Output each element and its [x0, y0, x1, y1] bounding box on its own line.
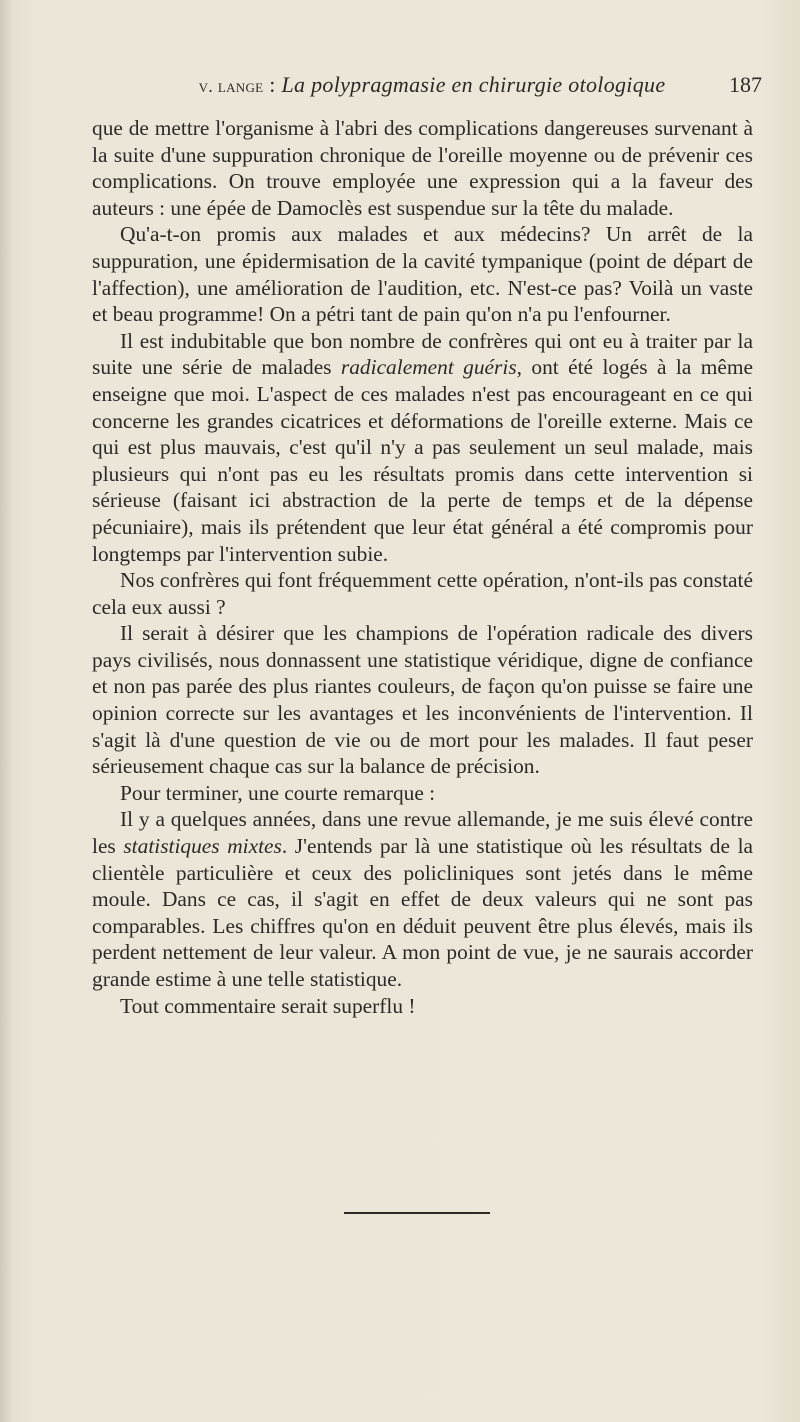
text-run: , ont été logés à la même enseigne que moi. L'aspect de ces malades n'est pas encourageant en ce qui concerne les grandes cicatrices et déformations de l'oreille externe. Mais ce qui est plus mauvais, c'est qu'il n'y a pas seulement un seul malade, mais plusieurs qui n'ont pas eu les résultats promis dans cette intervention si sérieuse (faisant ici abstraction de la perte de temps et de la dépense pécuniaire), mais ils prétendent que leur état général a été compromis pour longtemps par l'intervention subie. [92, 355, 753, 566]
paragraph-p5 [92, 620, 753, 780]
body-text [92, 115, 753, 1019]
text-run: Pour terminer, une courte remarque : [120, 780, 436, 805]
text-run: . J'entends par là une statistique où les résultats de la clientèle particulière et ceux des policliniques sont jetés dans le même moule. Dans ce cas, il s'agit en effet de deux valeurs qui ne sont pas comparables. Les chiffres qu'on en déduit peuvent être plus élevés, mais ils perdent nettement de leur valeur. A mon point de vue, je ne saurais accorder grande estime à une telle statistique. [92, 834, 754, 991]
italic-phrase: radicalement guéris [340, 355, 517, 380]
header-author: v. lange [198, 76, 264, 96]
text-run: Il est indubitable que bon nombre de confrères qui ont eu à traiter par la suite une série de malades [92, 328, 753, 380]
paragraph-p3 [92, 328, 753, 567]
text-run: que de mettre l'organisme à l'abri des complications dangereuses survenant à la suite d'une suppuration chronique de l'oreille moyenne ou de prévenir ces complications. On trouve employée une expression qui a la faveur des auteurs : une épée de Damoclès est suspendue sur la tête du malade. [92, 116, 753, 220]
paragraph-p8 [92, 993, 753, 1020]
text-run: Il y a quelques années, dans une revue allemande, je me suis élevé contre les [92, 807, 753, 859]
paragraph-p6 [92, 780, 753, 807]
end-rule [344, 1212, 490, 1214]
text-run: Il serait à désirer que les champions de l'opération radicale des divers pays civilisés, nous donnassent une statistique véridique, digne de confiance et non pas parée des plus riantes couleurs, de façon qu'on puisse se faire une opinion correcte sur les avantages et les inconvénients de l'intervention. Il s'agit là d'une question de vie ou de mort pour les malades. Il faut peser sérieusement chaque cas sur la balance de précision. [92, 621, 753, 779]
paragraph-p4 [92, 567, 753, 620]
paragraph-p7 [92, 806, 753, 992]
paragraph-p2 [92, 221, 753, 327]
running-header [92, 72, 772, 98]
text-run: Nos confrères qui font fréquemment cette opération, n'ont-ils pas constaté cela eux aussi ? [92, 568, 753, 619]
header-separator: : [263, 72, 282, 97]
paragraph-p1 [92, 115, 753, 221]
page-number: 187 [729, 72, 762, 97]
text-run: Tout commentaire serait superflu ! [120, 993, 416, 1018]
italic-phrase: statistiques mixtes [123, 834, 282, 859]
header-title: La polypragmasie en chirurgie otologique [281, 72, 666, 97]
text-run: Qu'a-t-on promis aux malades et aux médecins? Un arrêt de la suppuration, une épidermisation de la cavité tympanique (point de départ de l'affection), une amélioration de l'audition, etc. N'est-ce pas? Voilà un vaste et beau programme! On a pétri tant de pain qu'on n'a pu l'enfourner. [92, 222, 753, 327]
